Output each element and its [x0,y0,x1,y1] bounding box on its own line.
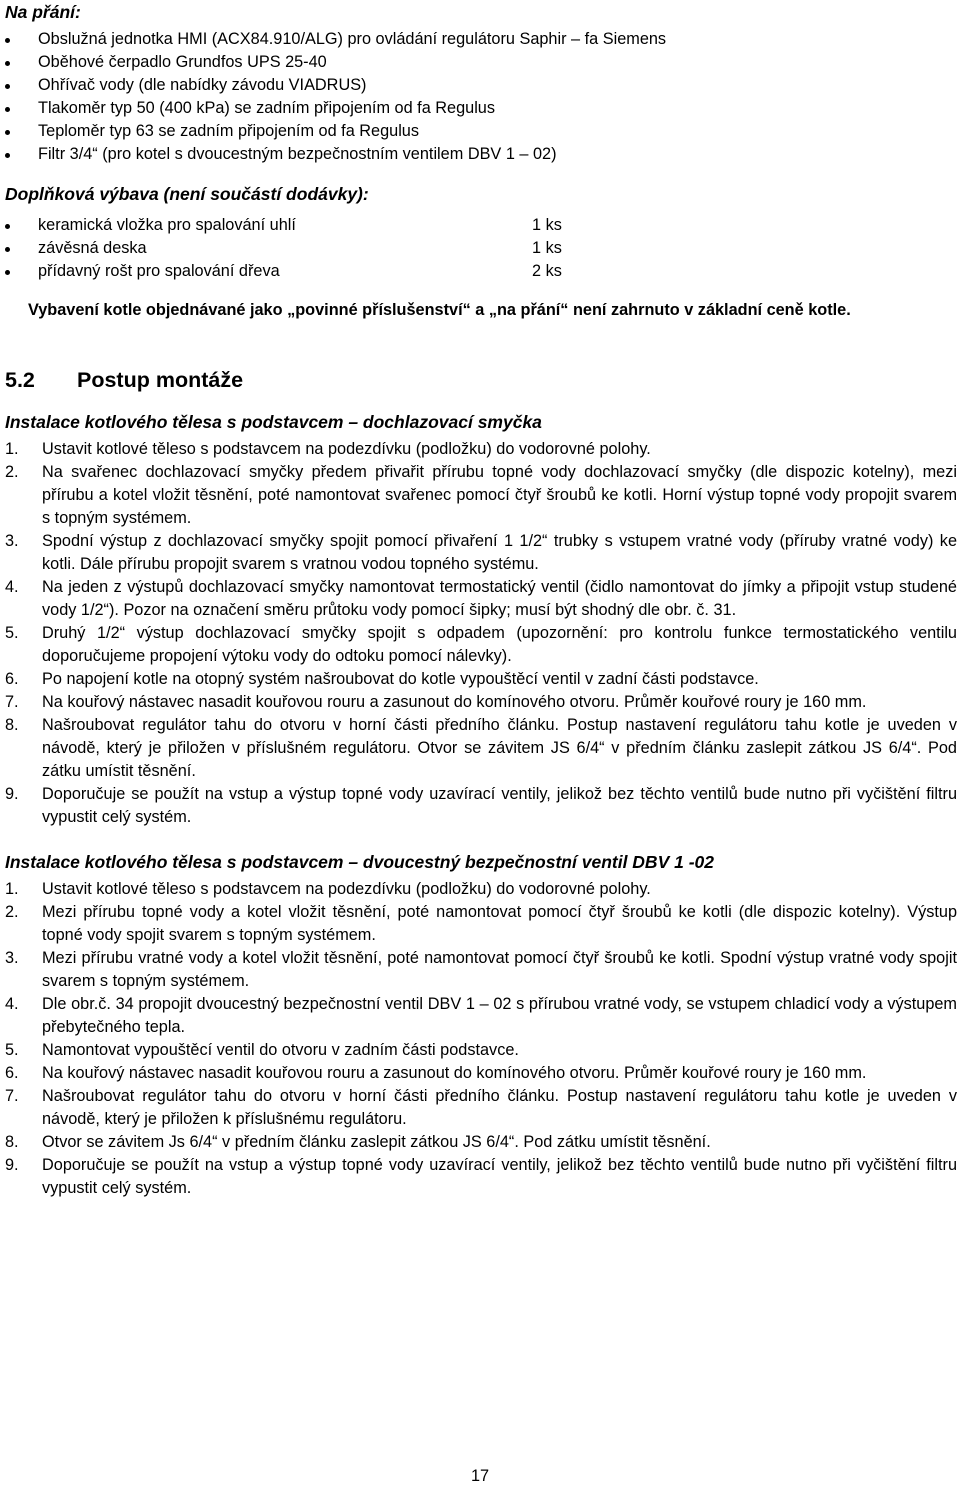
optional-heading: Doplňková výbava (není součástí dodávky): [5,184,369,204]
step-item [5,1062,957,1085]
step-number: 3. [5,949,19,967]
step-number: 5. [5,624,19,642]
step-number: 9. [5,1156,19,1174]
step-text: Mezi přírubu vratné vody a kotel vložit těsnění, poté namontovat pomocí čtyř šroubů ke kotli. Spodní výstup vratné vody spojit svarem s topným systémem. [42,949,957,990]
step-text: Dle obr.č. 34 propojit dvoucestný bezpečnostní ventil DBV 1 – 02 s přírubou vratné vody, se vstupem chladicí vody a výstupem přebytečného tepla. [42,995,957,1036]
step-text: Na svařenec dochlazovací smyčky předem přivařit přírubu topné vody dochlazovací smyčky (dle dispozic kotelny), mezi přírubu a kotel vložit těsnění, poté namontovat svařenec pomocí čtyř šroubů ke kotli. Horní výstup topné vody propojit svarem s topným systémem. [42,463,957,527]
step-item [5,530,957,576]
install-steps [5,438,957,829]
install-heading: Instalace kotlového tělesa s podstavcem – dochlazovací smyčka [5,412,542,432]
item-name: keramická vložka pro spalování uhlí [38,216,296,234]
step-item [5,947,957,993]
step-number: 8. [5,1133,19,1151]
step-text: Po napojení kotle na otopný systém našroubovat do kotle vypouštěcí ventil v zadní části podstavce. [42,670,759,688]
step-item [5,622,957,668]
step-item [5,1154,957,1200]
step-text: Našroubovat regulátor tahu do otvoru v horní části předního článku. Postup nastavení regulátoru tahu kotle je uveden v návodě, který je přiložen k příslušnému regulátoru. [42,1087,957,1128]
list-item [5,237,957,260]
step-number: 7. [5,1087,19,1105]
step-item [5,993,957,1039]
step-text: Otvor se závitem Js 6/4“ v předním článku zaslepit zátkou JS 6/4“. Pod zátku umístit těsnění. [42,1133,711,1151]
section-title: Postup montáže [77,368,244,392]
item-quantity: 1 ks [532,216,562,234]
step-number: 5. [5,1041,19,1059]
list-item: Ohřívač vody (dle nabídky závodu VIADRUS) [5,74,957,97]
step-item [5,1039,957,1062]
step-item [5,576,957,622]
step-item [5,901,957,947]
step-number: 6. [5,670,19,688]
step-item [5,691,957,714]
step-text: Na jeden z výstupů dochlazovací smyčky namontovat termostatický ventil (čidlo namontovat do jímky a připojit vstup studené vody 1/2“). Pozor na označení směru průtoku vody pomocí šipky; musí být shodný dle obr. č. 31. [42,578,957,619]
step-text: Namontovat vypouštěcí ventil do otvoru v zadním části podstavce. [42,1041,519,1059]
step-text: Ustavit kotlové těleso s podstavcem na podezdívku (podložku) do vodorovné polohy. [42,880,651,898]
item-name: závěsná deska [38,239,147,257]
list-item: Tlakoměr typ 50 (400 kPa) se zadním připojením od fa Regulus [5,97,957,120]
step-text: Na kouřový nástavec nasadit kouřovou rouru a zasunout do komínového otvoru. Průměr kouřové roury je 160 mm. [42,693,867,711]
step-number: 6. [5,1064,19,1082]
list-item: Oběhové čerpadlo Grundfos UPS 25-40 [5,51,957,74]
pricing-note: Vybavení kotle objednávané jako „povinné příslušenství“ a „na přání“ není zahrnuto v základní ceně kotle. [28,301,851,319]
install-heading: Instalace kotlového tělesa s podstavcem – dvoucestný bezpečnostní ventil DBV 1 -02 [5,852,714,872]
optional-list [5,214,957,283]
step-text: Spodní výstup z dochlazovací smyčky spojit pomocí přivaření 1 1/2“ trubky s vstupem vratné vody (příruby vratné vody) ke kotli. Dále přírubu propojit svarem s vratnou vodou topného systému. [42,532,957,573]
step-item [5,668,957,691]
step-number: 4. [5,995,19,1013]
step-item [5,1085,957,1131]
list-item: Filtr 3/4“ (pro kotel s dvoucestným bezpečnostním ventilem DBV 1 – 02) [5,143,957,166]
step-number: 1. [5,880,19,898]
step-item [5,714,957,783]
item-name: přídavný rošt pro spalování dřeva [38,262,280,280]
list-item [5,260,957,283]
step-text: Mezi přírubu topné vody a kotel vložit těsnění, poté namontovat pomocí čtyř šroubů ke kotli (dle dispozic kotelny). Výstup topné vody spojit svarem s topným systémem. [42,903,957,944]
install-steps [5,878,957,1200]
step-text: Druhý 1/2“ výstup dochlazovací smyčky spojit s odpadem (upozornění: pro kontrolu funkce termostatického ventilu doporučujeme propojení výtoku vody do odtoku pomocí nálevky). [42,624,957,665]
step-item [5,783,957,829]
step-item [5,1131,957,1154]
step-text: Doporučuje se použít na vstup a výstup topné vody uzavírací ventily, jelikož bez těchto ventilů bude nutno při vyčištění filtru vypustit celý systém. [42,785,957,826]
step-item [5,878,957,901]
step-text: Ustavit kotlové těleso s podstavcem na podezdívku (podložku) do vodorovné polohy. [42,440,651,458]
step-number: 3. [5,532,19,550]
list-item [5,214,957,237]
item-quantity: 1 ks [532,239,562,257]
wishes-heading: Na přání: [5,2,81,22]
step-number: 8. [5,716,19,734]
page-number: 17 [470,1467,490,1485]
section-number: 5.2 [5,368,35,392]
wishes-list [5,28,957,166]
document-page [5,0,957,1200]
step-number: 9. [5,785,19,803]
step-number: 1. [5,440,19,458]
step-text: Doporučuje se použít na vstup a výstup topné vody uzavírací ventily, jelikož bez těchto ventilů bude nutno při vyčištění filtru vypustit celý systém. [42,1156,957,1197]
step-item [5,461,957,530]
step-text: Našroubovat regulátor tahu do otvoru v horní části předního článku. Postup nastavení regulátoru tahu kotle je uveden v návodě, který je přiložen v příslušném regulátoru. Otvor se závitem JS 6/4“ v předním článku zaslepit zátkou JS 6/4“. Pod zátku umístit těsnění. [42,716,957,780]
list-item: Obslužná jednotka HMI (ACX84.910/ALG) pro ovládání regulátoru Saphir – fa Siemens [5,28,957,51]
step-number: 7. [5,693,19,711]
step-number: 4. [5,578,19,596]
step-item [5,438,957,461]
section-heading [5,367,957,393]
step-number: 2. [5,903,19,921]
list-item: Teploměr typ 63 se zadním připojením od fa Regulus [5,120,957,143]
step-number: 2. [5,463,19,481]
item-quantity: 2 ks [532,262,562,280]
step-text: Na kouřový nástavec nasadit kouřovou rouru a zasunout do komínového otvoru. Průměr kouřové roury je 160 mm. [42,1064,867,1082]
